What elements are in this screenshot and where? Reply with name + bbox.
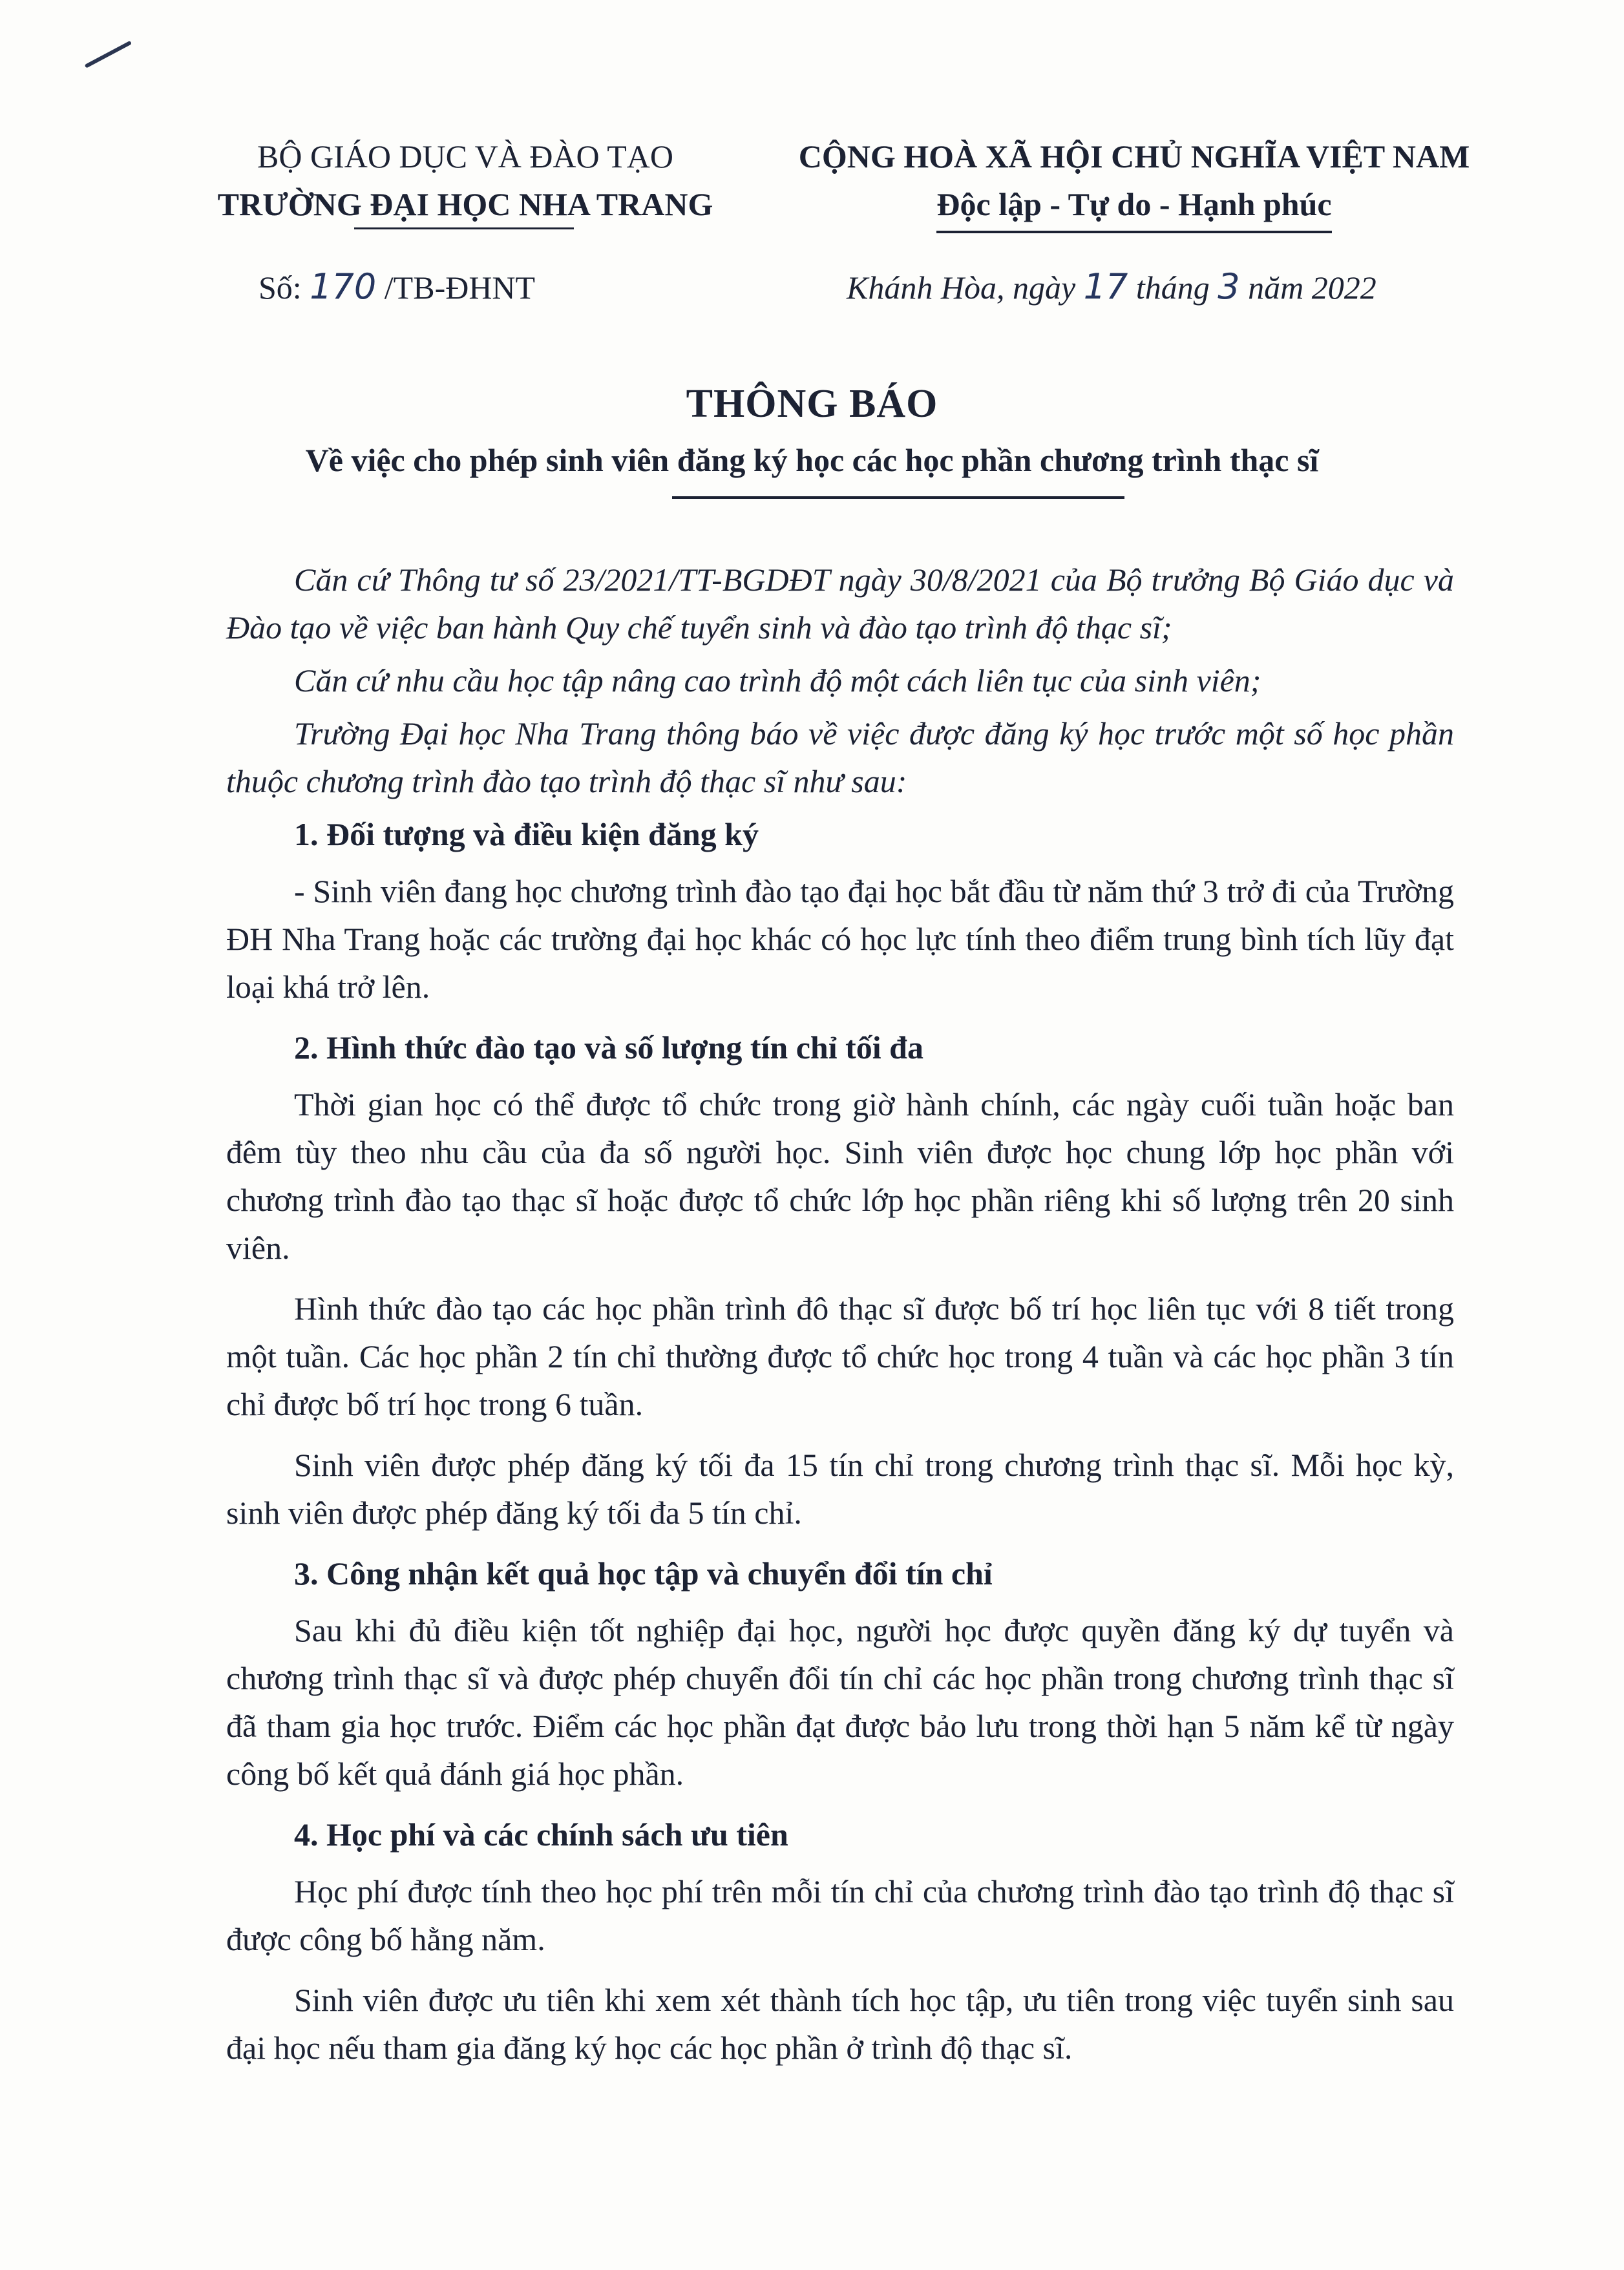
preamble-paragraph: Căn cứ Thông tư số 23/2021/TT-BGDĐT ngày 30/8/2021 của Bộ trưởng Bộ Giáo dục và Đào tạo về việc ban hành Quy chế tuyển sinh và đào tạo trình độ thạc sĩ; xyxy=(226,562,1454,646)
section-paragraph: Thời gian học có thể được tổ chức trong giờ hành chính, các ngày cuối tuần hoặc ban đêm tùy theo nhu cầu của đa số người học. Sinh viên được học chung lớp học phần với chương trình đào tạo thạc sĩ hoặc được tổ chức lớp học phần riêng khi số lượng trên 20 sinh viên. xyxy=(226,1086,1454,1266)
issuer-block xyxy=(158,132,772,228)
school-underline xyxy=(354,227,574,229)
date-year: năm 2022 xyxy=(1248,269,1376,306)
section-heading: 1. Đối tượng và điều kiện đăng ký xyxy=(294,816,759,852)
preamble-paragraph: Căn cứ nhu cầu học tập nâng cao trình độ một cách liên tục của sinh viên; xyxy=(294,662,1261,699)
subtitle-underline xyxy=(672,496,1124,499)
number-suffix: /TB-ĐHNT xyxy=(384,269,536,306)
number-handwritten: 170 xyxy=(310,266,377,307)
national-motto: Độc lập - Tự do - Hạnh phúc xyxy=(936,180,1331,233)
document-title: THÔNG BÁO xyxy=(686,382,938,426)
preamble-paragraph: Trường Đại học Nha Trang thông báo về việc được đăng ký học trước một số học phần thuộc chương trình đào tạo trình độ thạc sĩ như sau: xyxy=(226,715,1454,799)
date-prefix: Khánh Hòa, ngày xyxy=(847,269,1076,306)
section-paragraph: Sinh viên được phép đăng ký tối đa 15 tín chỉ trong chương trình thạc sĩ. Mỗi học kỳ, sinh viên được phép đăng ký tối đa 5 tín chỉ. xyxy=(226,1447,1454,1531)
national-header xyxy=(763,132,1506,233)
school-name: TRƯỜNG ĐẠI HỌC NHA TRANG xyxy=(217,186,713,222)
document-body xyxy=(226,556,1454,2077)
date-month: 3 xyxy=(1218,266,1240,307)
country-name: CỘNG HOÀ XÃ HỘI CHỦ NGHĨA VIỆT NAM xyxy=(798,138,1470,174)
section-paragraph: Sau khi đủ điều kiện tốt nghiệp đại học, người học được quyền đăng ký dự tuyển và chương trình thạc sĩ và được phép chuyển đổi tín chỉ các học phần trong chương trình thạc sĩ đã tham gia học trước. Điểm các học phần đạt được bảo lưu trong thời hạn 5 năm kể từ ngày công bố kết quả đánh giá học phần. xyxy=(226,1612,1454,1792)
section-heading: 4. Học phí và các chính sách ưu tiên xyxy=(294,1816,788,1853)
document-number xyxy=(258,266,535,307)
number-prefix: Số: xyxy=(258,269,302,306)
document-date xyxy=(847,266,1376,307)
section-paragraph: Hình thức đào tạo các học phần trình đô thạc sĩ được bố trí học liên tục với 8 tiết trong một tuần. Các học phần 2 tín chỉ thường được tổ chức học trong 4 tuần và các học phần 3 tín chỉ được bố trí học trong 6 tuần. xyxy=(226,1290,1454,1422)
pen-mark xyxy=(85,41,132,68)
section-heading: 2. Hình thức đào tạo và số lượng tín chỉ tối đa xyxy=(294,1029,923,1066)
section-paragraph: - Sinh viên đang học chương trình đào tạo đại học bắt đầu từ năm thứ 3 trở đi của Trường ĐH Nha Trang hoặc các trường đại học khác có học lực tính theo điểm trung bình tích lũy đạt loại khá trở lên. xyxy=(226,873,1454,1005)
ministry-name: BỘ GIÁO DỤC VÀ ĐÀO TẠO xyxy=(257,138,673,174)
section-paragraph: Học phí được tính theo học phí trên mỗi tín chỉ của chương trình đào tạo trình độ thạc sĩ được công bố hằng năm. xyxy=(226,1873,1454,1957)
date-month-label: tháng xyxy=(1135,269,1210,306)
section-heading: 3. Công nhận kết quả học tập và chuyển đổi tín chỉ xyxy=(294,1555,993,1592)
section-paragraph: Sinh viên được ưu tiên khi xem xét thành tích học tập, ưu tiên trong việc tuyển sinh sau đại học nếu tham gia đăng ký học các học phần ở trình độ thạc sĩ. xyxy=(226,1982,1454,2066)
date-day: 17 xyxy=(1083,266,1128,307)
document-subtitle: Về việc cho phép sinh viên đăng ký học các học phần chương trình thạc sĩ xyxy=(305,442,1319,478)
